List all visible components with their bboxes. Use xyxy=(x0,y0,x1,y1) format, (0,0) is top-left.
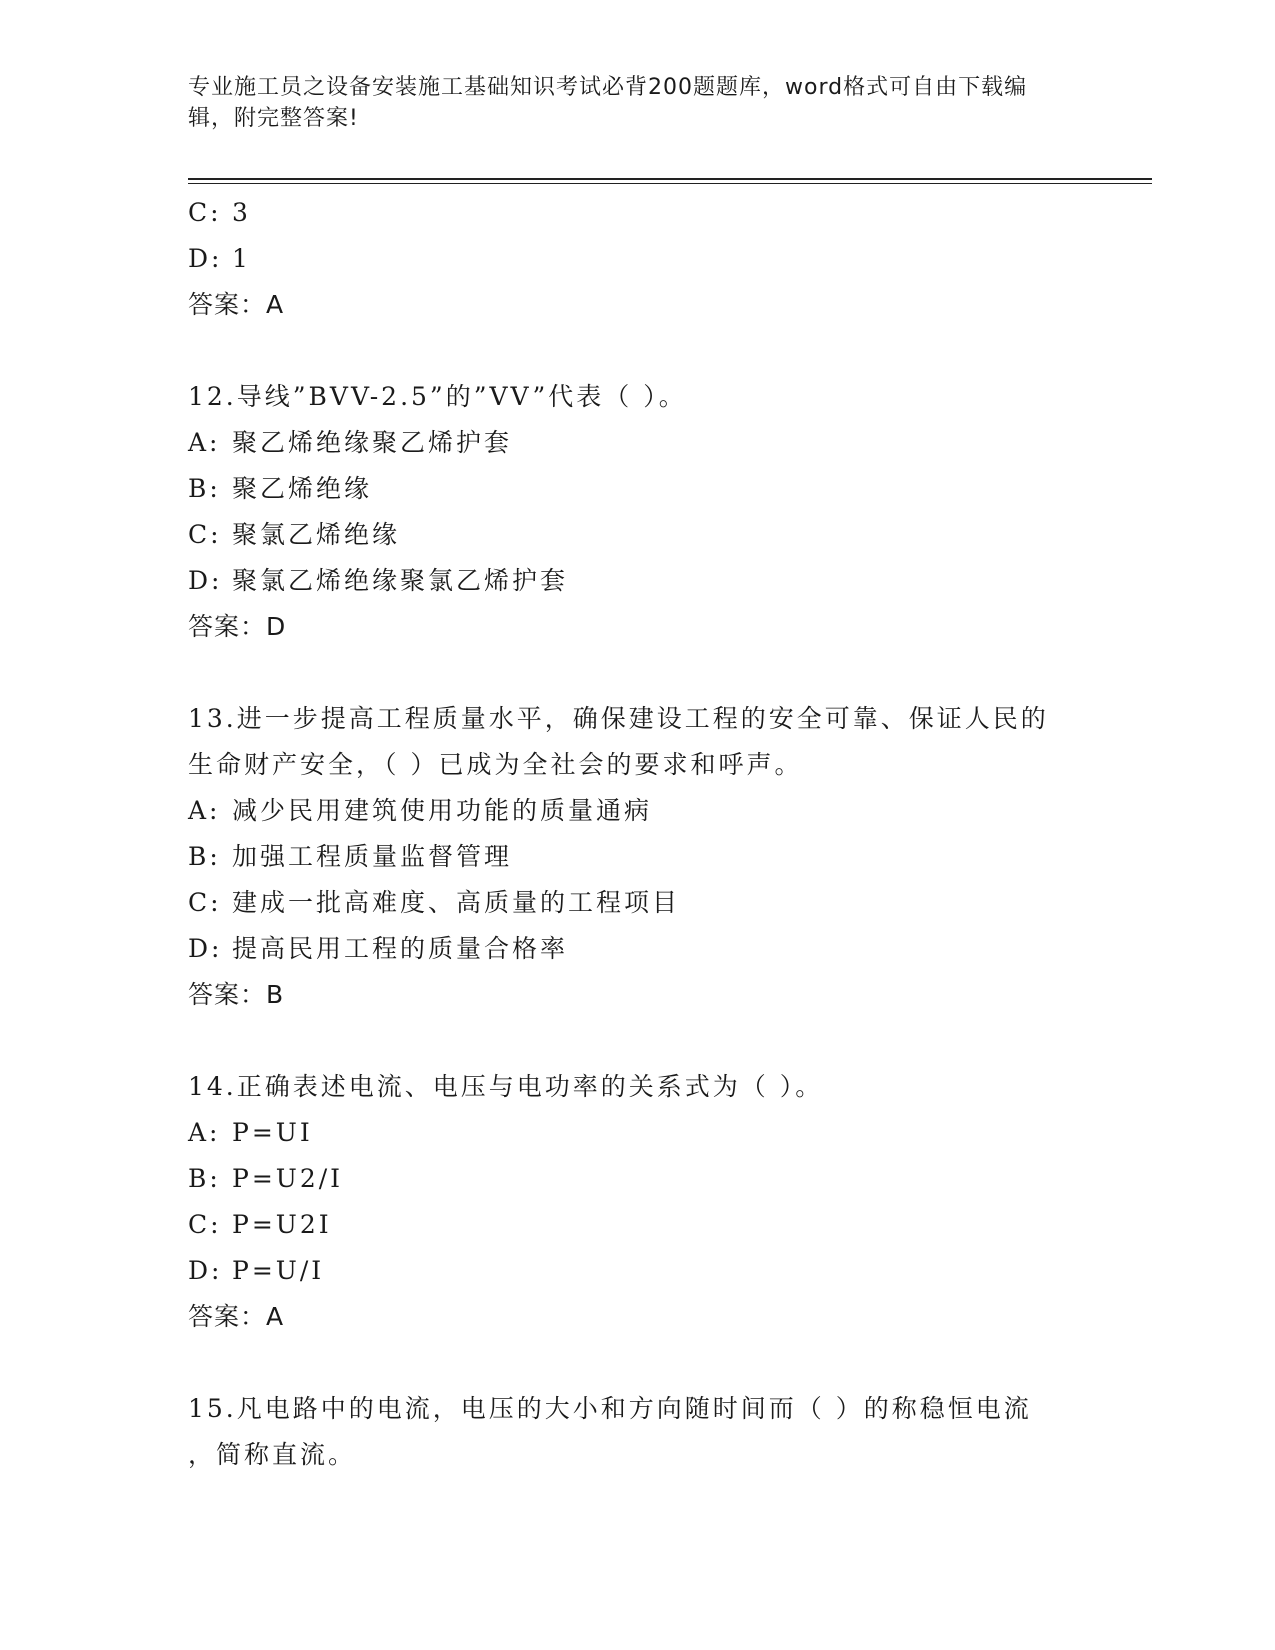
question-stem-continued: ，简称直流。 xyxy=(188,1440,357,1469)
option-a: A: P=UI xyxy=(188,1118,313,1147)
question-stem-continued: 生命财产安全，（ ）已成为全社会的要求和呼声。 xyxy=(188,750,803,779)
question-stem: 12.导线”BVV-2.5”的”VV”代表（ ）。 xyxy=(188,382,687,411)
option-c: C: P=U2I xyxy=(188,1210,332,1239)
header-divider-thin xyxy=(188,183,1152,184)
header-divider xyxy=(188,178,1152,180)
question-stem: 14.正确表述电流、电压与电功率的关系式为（ ）。 xyxy=(188,1072,824,1101)
option-c: C: 聚氯乙烯绝缘 xyxy=(188,520,401,549)
option-b: B: 聚乙烯绝缘 xyxy=(188,474,373,503)
question-12 xyxy=(188,374,1088,650)
option-d: D: 1 xyxy=(188,244,251,273)
document-header xyxy=(188,72,1068,134)
answer: 答案：A xyxy=(188,290,285,319)
question-13 xyxy=(188,696,1088,1018)
option-b: B: P=U2/I xyxy=(188,1164,344,1193)
question-stem: 13.进一步提高工程质量水平，确保建设工程的安全可靠、保证人民的 xyxy=(188,704,1049,733)
option-b: B: 加强工程质量监督管理 xyxy=(188,842,513,871)
option-c: C: 3 xyxy=(188,198,251,227)
option-d: D: P=U/I xyxy=(188,1256,325,1285)
answer: 答案：D xyxy=(188,612,287,641)
question-list xyxy=(188,190,1088,1478)
question-14 xyxy=(188,1064,1088,1340)
question-partial xyxy=(188,190,1088,328)
question-stem: 15.凡电路中的电流，电压的大小和方向随时间而（ ）的称稳恒电流 xyxy=(188,1394,1032,1423)
answer: 答案：A xyxy=(188,1302,285,1331)
document-title: 专业施工员之设备安装施工基础知识考试必背200题题库，word格式可自由下载编辑，附完整答案! xyxy=(188,75,1028,131)
option-c: C: 建成一批高难度、高质量的工程项目 xyxy=(188,888,681,917)
option-d: D: 提高民用工程的质量合格率 xyxy=(188,934,569,963)
option-d: D: 聚氯乙烯绝缘聚氯乙烯护套 xyxy=(188,566,569,595)
answer: 答案：B xyxy=(188,980,285,1009)
question-15 xyxy=(188,1386,1088,1478)
option-a: A: 减少民用建筑使用功能的质量通病 xyxy=(188,796,653,825)
option-a: A: 聚乙烯绝缘聚乙烯护套 xyxy=(188,428,513,457)
